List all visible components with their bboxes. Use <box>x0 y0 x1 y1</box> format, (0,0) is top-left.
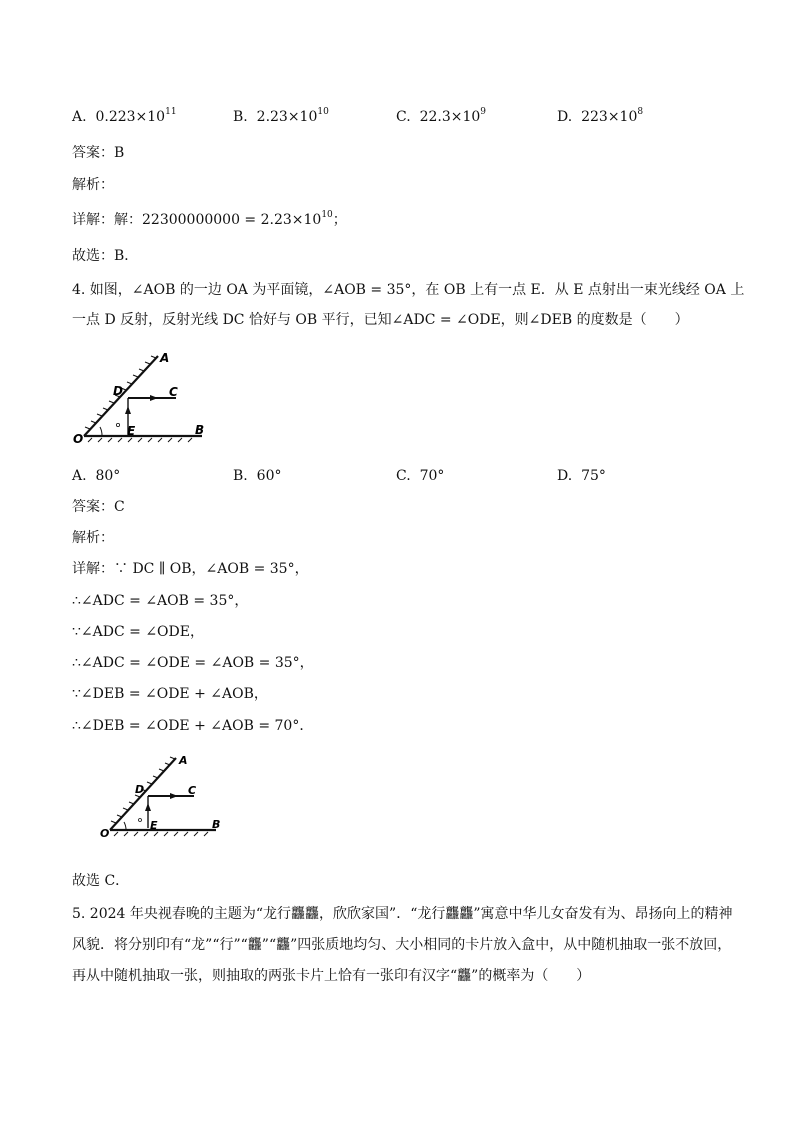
q3-conclusion: 故选：B． <box>72 248 139 264</box>
q4-stem-line-1: 4. 如图，∠AOB 的一边 OA 为平面镜，∠AOB = 35°，在 OB 上有一点 E．从 E 点射出一束光线经 OA 上 <box>72 282 745 298</box>
q4-option-b: B. 60° <box>233 468 282 484</box>
q3-option-a: A. $0.223\times 10^{11}$ <box>72 107 177 125</box>
q4-step-5: ∵∠DEB = ∠ODE + ∠AOB， <box>72 686 268 702</box>
q3-detail: 详解：解：$22300000000 = 2.23\times 10^{10}$； <box>72 210 347 228</box>
q4-analysis-label: 解析： <box>72 530 114 546</box>
label-b: B <box>195 423 205 437</box>
q5-line-2: 风貌．将分别印有“龙”“行”“龘”“龘”四张质地均匀、大小相同的卡片放入盒中，从中随机抽取一张不放回， <box>72 937 732 953</box>
q4-conclusion: 故选 C． <box>72 873 130 889</box>
q4-figure <box>72 348 222 446</box>
q4-answer: 答案：C <box>72 499 125 515</box>
q3-option-b: B. $2.23\times 10^{10}$ <box>233 107 329 125</box>
label-c-2: C <box>188 784 197 797</box>
label-d: D <box>113 384 123 398</box>
q4-step-2: ∴∠ADC = ∠AOB = 35°， <box>72 593 249 609</box>
label-d-2: D <box>135 783 145 796</box>
label-c: C <box>169 385 178 399</box>
q5-line-1: 5. 2024 年央视春晚的主题为“龙行龘龘，欣欣家国”．“龙行龘龘”寓意中华儿女奋发有为、昂扬向上的精神 <box>72 906 733 922</box>
q4-option-d: D. 75° <box>557 468 606 484</box>
label-o-2: O <box>100 827 110 838</box>
q3-option-c: C. $22.3\times 10^9$ <box>396 107 487 125</box>
q4-step-4: ∴∠ADC = ∠ODE = ∠AOB = 35°， <box>72 655 314 671</box>
q3-option-d: D. $223\times 10^8$ <box>557 107 644 125</box>
q4-option-c: C. 70° <box>396 468 445 484</box>
label-e: E <box>127 424 136 438</box>
label-a-2: A <box>179 754 188 767</box>
q4-step-3: ∵∠ADC = ∠ODE， <box>72 624 204 640</box>
q4-step-1: 详解：∵ DC ∥ OB，∠AOB = 35°， <box>72 561 309 577</box>
label-a: A <box>160 351 170 365</box>
label-e-2: E <box>150 819 158 832</box>
q4-step-6: ∴∠DEB = ∠ODE + ∠AOB = 70°． <box>72 718 314 734</box>
q4-solution-figure <box>100 752 230 838</box>
q4-stem-line-2: 一点 D 反射，反射光线 DC 恰好与 OB 平行，已知∠ADC = ∠ODE，则∠DEB 的度数是（ ） <box>72 312 689 328</box>
q4-option-a: A. 80° <box>72 468 121 484</box>
q3-answer: 答案：B <box>72 145 125 161</box>
label-b-2: B <box>212 818 221 831</box>
q3-analysis-label: 解析： <box>72 177 114 193</box>
label-o: O <box>73 432 84 446</box>
q5-line-3: 再从中随机抽取一张，则抽取的两张卡片上恰有一张印有汉字“龘”的概率为（ ） <box>72 968 591 984</box>
